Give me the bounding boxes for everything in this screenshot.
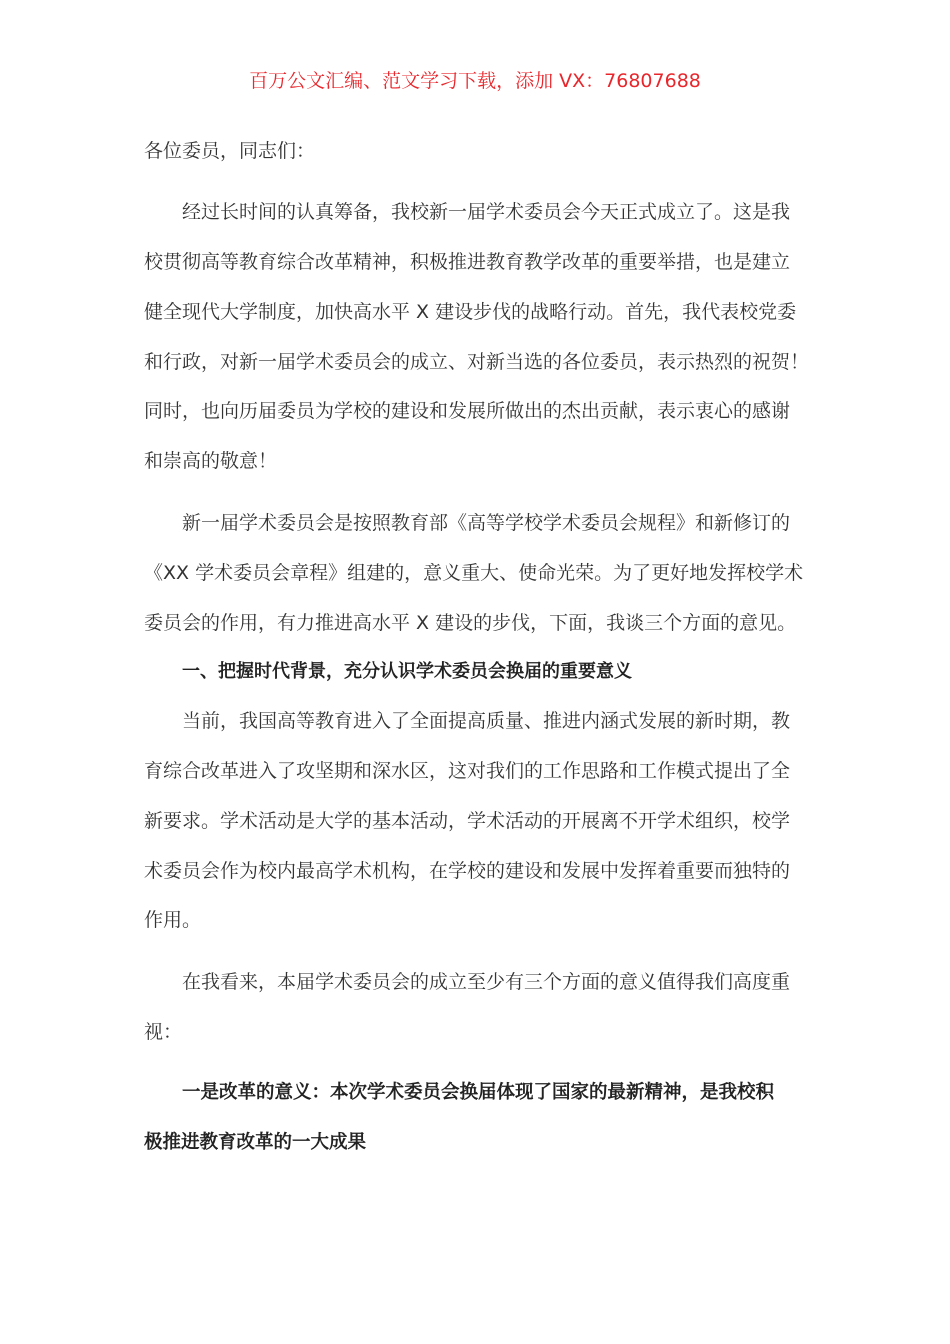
text-line: 极推进教育改革的一大成果 <box>144 1132 367 1153</box>
salutation: 各位委员，同志们： <box>144 140 316 162</box>
text-line: 和行政，对新一届学术委员会的成立、对新当选的各位委员，表示热烈的祝贺！ <box>144 351 810 373</box>
text-line: 健全现代大学制度，加快高水平 X 建设步伐的战略行动。首先，我代表校党委 <box>144 301 797 323</box>
text-line: 经过长时间的认真筹备，我校新一届学术委员会今天正式成立了。这是我 <box>182 201 791 223</box>
text-line: 《XX 学术委员会章程》组建的，意义重大、使命光荣。为了更好地发挥校学术 <box>144 562 804 584</box>
section-heading: 一、把握时代背景，充分认识学术委员会换届的重要意义 <box>182 661 632 682</box>
text-line: 新一届学术委员会是按照教育部《高等学校学术委员会规程》和新修订的 <box>182 512 791 534</box>
text-line: 在我看来，本届学术委员会的成立至少有三个方面的意义值得我们高度重 <box>182 971 791 993</box>
text-line: 同时，也向历届委员为学校的建设和发展所做出的杰出贡献，表示衷心的感谢 <box>144 400 791 422</box>
text-line: 一是改革的意义：本次学术委员会换届体现了国家的最新精神，是我校积 <box>182 1082 775 1103</box>
text-line: 当前，我国高等教育进入了全面提高质量、推进内涵式发展的新时期，教 <box>182 710 791 732</box>
text-line: 新要求。学术活动是大学的基本活动，学术活动的开展离不开学术组织，校学 <box>144 810 791 832</box>
text-line: 作用。 <box>144 909 202 931</box>
header-banner: 百万公文汇编、范文学习下载，添加 VX：76807688 <box>249 70 701 92</box>
text-line: 术委员会作为校内最高学术机构，在学校的建设和发展中发挥着重要而独特的 <box>144 860 791 882</box>
text-line: 委员会的作用，有力推进高水平 X 建设的步伐，下面，我谈三个方面的意见。 <box>144 612 797 634</box>
text-line: 和崇高的敬意！ <box>144 450 278 472</box>
text-line: 校贯彻高等教育综合改革精神，积极推进教育教学改革的重要举措，也是建立 <box>144 251 791 273</box>
text-line: 视： <box>144 1021 183 1043</box>
text-line: 育综合改革进入了攻坚期和深水区，这对我们的工作思路和工作模式提出了全 <box>144 760 791 782</box>
